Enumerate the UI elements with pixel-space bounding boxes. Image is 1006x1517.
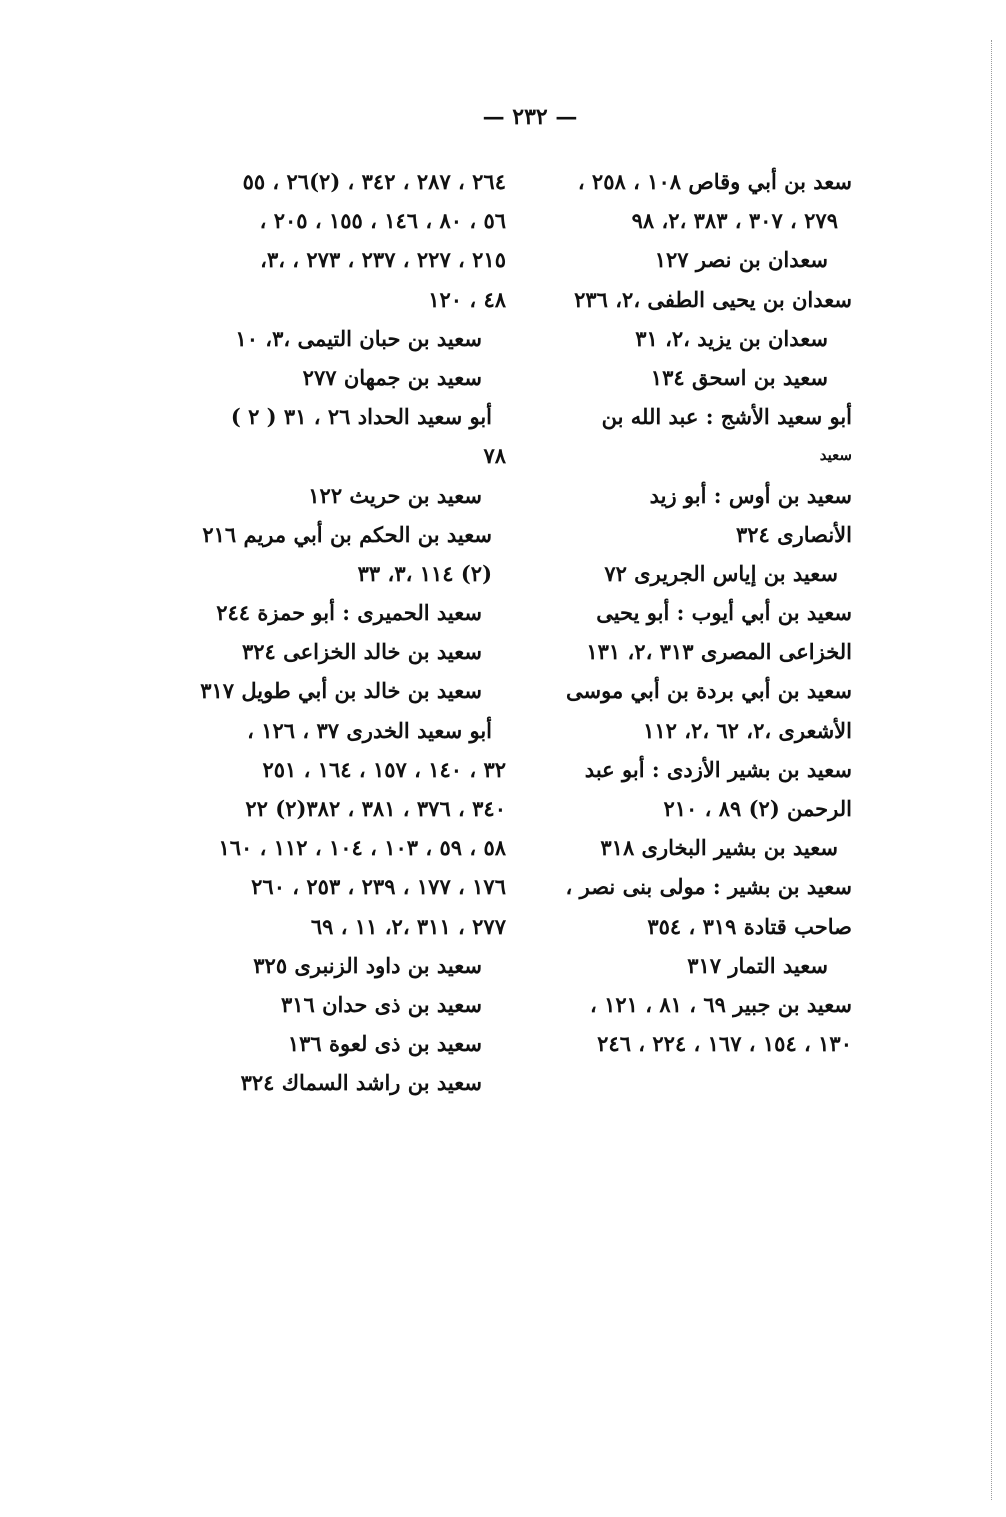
index-column-right [540,162,852,1063]
index-line: ٥٦ ، ٨٠ ، ١٤٦ ، ١٥٥ ، ٢٠٥ ، [259,208,506,234]
index-line: سعيد بن بشير الأزدى : أبو عبد [584,756,852,782]
index-line: سعيد بن ذى حدان ٣١٦ [280,991,482,1017]
index-line: سعد بن أبي وقاص ١٠٨ ، ٢٥٨ ، [577,169,852,194]
index-line: ٢٦٤ ، ٢٨٧ ، ٣٤٢ ، (٢)٢٦ ، ٥٥ [242,169,506,194]
index-line: أبو سعيد الحداد ٢٦ ، ٣١ ( ٢ ) [230,404,492,430]
index-line: ١٧٦ ، ١٧٧ ، ٢٣٩ ، ٢٥٣ ، ٢٦٠ [251,874,506,900]
index-line: الخزاعى المصرى ٣١٣ ،٢، ١٣١ [586,639,852,665]
index-line: سعيد بن أبي أيوب : أبو يحيى [596,600,852,626]
index-line: سعدان بن يحيى الطفى ،٢، ٢٣٦ [574,286,852,312]
index-line: سعيد بن اسحق ١٣٤ [650,364,828,390]
index-line: سعيد بن أوس : أبو زيد [649,482,852,508]
page-number: — ٢٣٢ — [482,104,578,130]
index-line: سعيد التمار ٣١٧ [687,952,828,978]
index-line: سعيد بن حبان التيمى ،٣، ١٠ [235,325,482,351]
index-line: ٢١٥ ، ٢٢٧ ، ٢٣٧ ، ٢٧٣ ، ،٣، [260,247,506,273]
index-line: الرحمن (٢) ٨٩ ، ٢١٠ [663,796,852,821]
index-line: ٧٨ [483,443,506,469]
index-line: سعيد بن بشير : مولى بنى نصر ، [565,874,852,900]
index-line: سعيد بن ذى لعوة ١٣٦ [287,1031,482,1057]
index-line: أبو سعيد الخدرى ٣٧ ، ١٢٦ ، [247,717,492,743]
index-line: ٥٨ ، ٥٩ ، ١٠٣ ، ١٠٤ ، ١١٢ ، ١٦٠ [218,835,506,861]
index-line: ٤٨ ، ١٢٠ [428,286,506,312]
index-line: سعيد بن إياس الجريرى ٧٢ [604,560,838,586]
index-line: الأشعرى ،٢، ٦٢ ،٢، ١١٢ [643,717,852,743]
page-edge-mark [990,40,992,1500]
index-line: صاحب قتادة ٣١٩ ، ٣٥٤ [647,913,852,939]
index-line: ١٣٠ ، ١٥٤ ، ١٦٧ ، ٢٢٤ ، ٢٤٦ [597,1031,852,1057]
index-line: الأنصارى ٣٢٤ [736,521,852,547]
index-line: سعيد بن داود الزنبرى ٣٢٥ [253,952,482,978]
index-line: سعيد بن أبي بردة بن أبي موسى [566,678,852,704]
index-line: أبو سعيد الأشج : عبد الله بن [601,404,852,430]
index-line: سعيد بن راشد السماك ٣٢٤ [240,1070,482,1096]
index-line: سعيد بن حريث ١٢٢ [308,482,482,508]
index-line: سعدان بن نصر ١٢٧ [654,247,828,273]
index-line: ٣٢ ، ١٤٠ ، ١٥٧ ، ١٦٤ ، ٢٥١ [262,756,506,782]
index-line: سعيد الحميرى : أبو حمزة ٢٤٤ [216,600,482,626]
index-line: سعيد بن الحكم بن أبي مريم ٢١٦ [202,521,492,547]
index-line: سعيد بن خالد الخزاعى ٣٢٤ [241,639,482,665]
index-line: سعيد بن خالد بن أبي طويل ٣١٧ [200,678,482,704]
index-line: ٢٧٩ ، ٣٠٧ ، ٣٨٣ ،٢، ٩٨ [631,208,838,234]
index-line: سعيد بن جبير ٦٩ ، ٨١ ، ١٢١ ، [590,991,852,1017]
index-line: سعيد [819,446,852,465]
index-column-left [188,162,506,1103]
index-line: سعيد بن بشير البخارى ٣١٨ [600,835,838,861]
index-line: ٢٧٧ ، ٣١١ ،٢، ١١ ، ٦٩ [310,913,506,939]
index-line: سعيد بن جمهان ٢٧٧ [302,364,482,390]
index-line: سعدان بن يزيد ،٢، ٣١ [635,325,828,351]
index-line: (٢) ١١٤ ،٣، ٣٣ [357,560,492,586]
index-line: ٣٤٠ ، ٣٧٦ ، ٣٨١ ، ٣٨٢(٢) ٢٢ [245,796,506,821]
